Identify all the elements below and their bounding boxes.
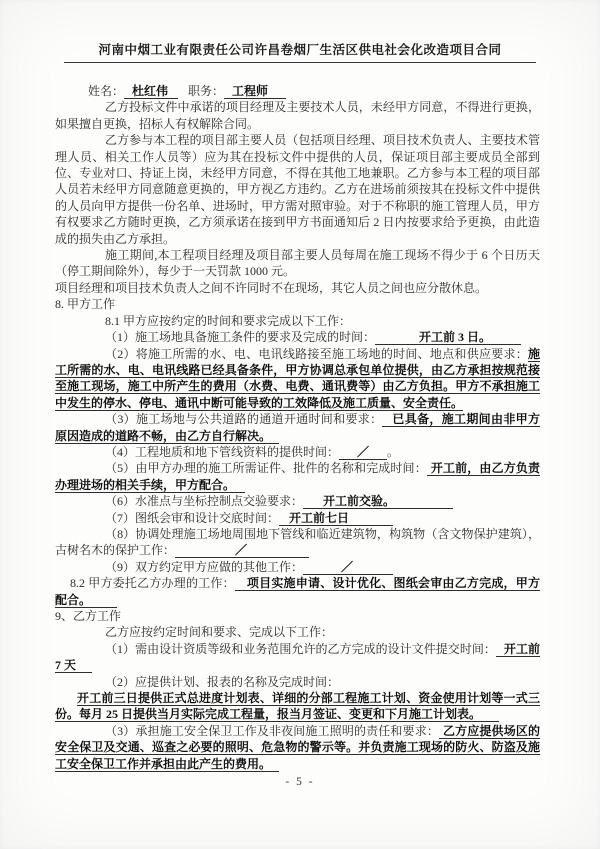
document-body [0,63,600,772]
clause-label: （9）双方约定甲方应做的其他工作： [105,559,304,574]
clause-fill-blank: ／ [175,543,309,558]
clause-label: （4）工程地质和地下管线资料的提供时间： [105,444,340,459]
section-8-1-subheading: 8.1 甲方应按约定的时间和要求完成以下工作： [105,313,352,328]
clause-label: 8.2 甲方委托乙方办理的工作： [70,576,235,591]
clause-label: （3）施工场地与公共道路的通道开通时间和要求： [105,412,383,427]
clause-fill: 乙方应提供场区的安全保卫及交通、巡查之必要的照明、危急物的警示等。并负责施工现场的防火、防盗及施工安全保卫工作并承担由此产生的费用。 [55,723,540,771]
clause-fill: 开工前 3 日。 [375,330,521,345]
clause-fill: 项目实施申请、设计优化、图纸会审由乙方完成，甲方配合。 [55,576,540,607]
section-9-heading: 9、乙方工作 [55,609,122,623]
clause-8-item-4 [55,444,540,460]
clause-8-2-delegation [55,575,540,608]
name-value: 杜红伟 [124,84,178,99]
clause-8-item-2 [55,346,540,412]
clause-9-item-3 [55,723,540,772]
section-9-subheading: 乙方应按约定时间和要求、完成以下工作： [105,625,334,640]
clause-label: （7）图纸会审和设计交底时间： [105,510,280,525]
clause-8-item-1 [55,329,540,345]
page-number: - 5 - [285,776,315,788]
clause-8-item-5 [55,460,540,493]
clause-8-item-9 [55,559,540,575]
clause-label: （6）水准点与坐标控制点交验要求： [105,494,304,509]
clause-8-item-3 [55,411,540,444]
clause-suffix: 。 [387,444,400,459]
page-header [0,0,600,63]
name-role-line [55,83,540,99]
clause-label: （1）施工场地具备施工条件的要求及完成的时间： [105,330,376,345]
document-title: 河南中烟工业有限责任公司许昌卷烟厂生活区供电社会化改造项目合同 [98,43,502,57]
role-value: 工程师 [224,84,286,99]
clause-team: 乙方参与本工程的项目部主要人员（包括项目经理、项目技术负责人、主要技术管理人员、相关工作人员等）应为其在投标文件中提供的人员，保证项目部主要成员全部到位、专业对口、持证上岗，未经甲方同意，不得在其他工地兼职。乙方参与本工程的项目部人员若未经甲方同意随意更换的，甲方视乙方违约。乙方在进场前须按其在投标文件中提供的人员向甲方提供一份名单、进场时，甲方需对照审验。对于不称职的施工管理人员，甲方有权要求乙方随时更换，乙方须承诺在接到甲方书面通知后 2 日内按要求给予更换，由此造成的损失由乙方承担。 [55,133,540,246]
clause-8-item-6 [55,493,540,509]
clause-fill: 开工前交验。 [303,494,453,509]
clause-label: （3）承担施工安全保卫工作及非夜间施工照明的责任和要求： [105,723,439,738]
name-label: 姓名： [88,84,125,98]
clause-label: （1）需由设计资质等级和业务范围允许的乙方完成的设计文件提交时间： [105,641,496,656]
clause-attendance: 施工期间,本工程项目经理及项目部主要人员每周在施工现场不得少于 6 个日历天（停工期间除外），每少于一天罚款 1000 元。 [55,248,540,279]
clause-9-item-2-label: （2）应提供计划、报表的名称及完成时间： [105,674,340,689]
clause-presence: 项目经理和项目技术负责人之间不许同时不在现场，其它人员之间也应分散休息。 [55,280,488,295]
clause-label: （2）将施工所需的水、电、电讯线路接至施工场地的时间、地点和供应要求： [105,346,528,361]
clause-9-item-1 [55,641,540,674]
clause-fill: 施工所需的水、电、电讯线路已经具备条件，甲方协调总承包单位提供，由乙方承担按规范接至施工现场，施工中所产生的费用（水费、电费、通讯费等）由乙方负担。甲方不承担施工中发生的停水、停电、通讯中断可能导致的工效降低及施工质量、安全责任。 [55,346,540,410]
section-8-heading: 8. 甲方工作 [55,297,116,312]
clause-fill: 开工前，由乙方负责办理进场的相关手续，甲方配合。 [55,461,540,492]
clause-8-item-7 [55,510,540,526]
clause-9-item-2-fill [55,690,540,723]
clause-fill: 开工前七日 [279,511,393,526]
clause-fill: 开工前 7 天 [55,641,540,673]
role-label: 职务： [188,84,225,98]
clause-fill: 已具备，施工期间由非甲方原因造成的道路不畅，由乙方自行解决。 [55,412,540,443]
clause-label: （8）协调处理施工场地周围地下管线和临近建筑物，构筑物（含文物保护建筑），古树名木的保护工作： [55,526,540,558]
clause-fill-blank: ／ [339,445,387,460]
clause-label: （5）由甲方办理的施工所需证件、批件的名称和完成时间： [105,461,427,476]
clause-8-item-8 [55,526,540,559]
clause-fill: 开工前三日提供正式总进度计划表、详细的分部工程施工计划、资金使用计划等一式三份。每月 25 日提供当月实际完成工程量，报当月签证、变更和下月施工计划表。 [55,691,540,722]
clause-replace: 乙方投标文件中承诺的项目经理及主要技术人员，未经甲方同意，不得进行更换，如果擅自更换，招标人有权解除合同。 [55,100,540,131]
clause-fill-blank: ／ [303,560,393,575]
